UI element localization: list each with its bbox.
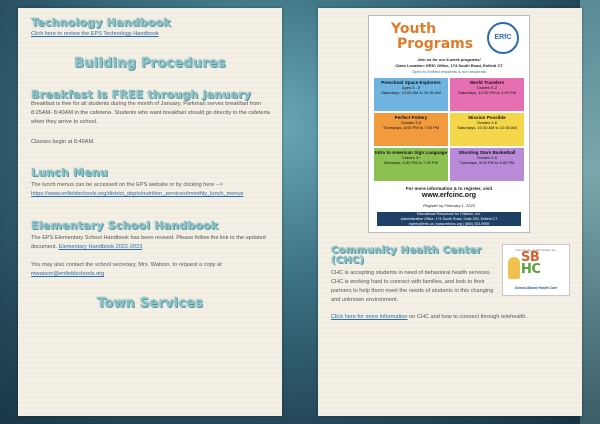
flyer-footer-line3: myinfo@erfc.us | www.erfcinc.org | (860) 253-9959: [408, 222, 490, 226]
program-name: Perfect Pottery: [394, 115, 428, 120]
program-name: Preschool Space Explorers: [381, 80, 441, 85]
program-details: Mondays, 6:30 PM to 7:30 PM: [384, 160, 438, 165]
flyer-title-line1: Youth: [391, 21, 437, 37]
lunch-body: The lunch menus can be accessed on the EPS website or by clicking here -->: [31, 182, 223, 188]
left-panel: [18, 8, 282, 416]
program-ages: Grades K-2: [476, 85, 498, 90]
program-ages: Grades 3+: [401, 155, 421, 160]
program-ages: Grades 3-6: [400, 120, 421, 125]
right-panel: [318, 8, 582, 416]
program-details: Tuesdays, 5:00 PM to 6:00 PM: [459, 160, 515, 165]
flyer-title-line2: Programs: [397, 36, 474, 52]
program-name: Mission Possible: [468, 115, 506, 120]
sbhc-letters: [521, 252, 540, 276]
sbhc-logo: [502, 244, 570, 296]
flyer-footer: [377, 212, 521, 226]
sbhc-letters-top: SB: [521, 250, 540, 265]
chc-link-line: [331, 313, 571, 322]
flyer-footer-line2: Administrative Office: 174 South Road, Suite 200, Enfield CT: [400, 217, 498, 221]
program-details: Thursdays, 6:00 PM to 7:00 PM: [382, 125, 440, 130]
secretary-email-link[interactable]: mwatson@enfieldschools.org: [31, 271, 105, 277]
program-box: [450, 113, 524, 146]
elementary-contact-text: You may also contact the school secretary, Mrs. Watson, to request a copy at: [31, 262, 222, 268]
flyer-more-info: For more information & to register, visit: [405, 186, 493, 191]
program-ages: Ages 3 - 5: [401, 85, 421, 90]
flyer-open-to: Open to Enfield residents & non residents: [412, 69, 486, 74]
background-edge: [580, 0, 600, 424]
youth-programs-flyer[interactable]: [368, 15, 530, 233]
flyer-website: www.erfcinc.org: [421, 192, 477, 199]
building-procedures-title: Building Procedures: [74, 56, 226, 71]
elementary-handbook-text: The EPS Elementary School Handbook has been revised. Please follow the link to the updated document.: [31, 235, 266, 250]
sbhc-letters-bottom: HC: [521, 262, 541, 277]
program-box: [450, 148, 524, 181]
flyer-register-by: Register by February 1, 2023: [423, 203, 475, 208]
lunch-menu-link[interactable]: https://www.enfieldschools.org/district_depts/nutrition_services/monthly_lunch_menus: [31, 191, 244, 197]
sbhc-bottom-text: School-Based Health Care: [514, 286, 558, 290]
chc-link-suffix: on CHC and how to connect through telehealth.: [407, 314, 527, 320]
program-name: Shooting Stars Basketball: [458, 150, 516, 155]
program-name: Intro to American Sign Language: [374, 150, 448, 155]
sbhc-top-text: Community Health Center, Inc.: [515, 248, 557, 252]
program-details: Saturdays, 10:00 AM to 10:30 AM: [381, 90, 441, 95]
program-box: [450, 78, 524, 111]
flyer-footer-line1: Educational Resources for Children, Inc.: [416, 212, 482, 216]
chc-title: Community Health Center (CHC): [331, 245, 482, 266]
breakfast-body: Breakfast is free for all students during the month of January. Parkman serves breakfast from 8:25AM- 8:40AM in the cafeteria. Students who want breakfast should go directly to the cafeteria when they arrive to school.: [31, 101, 270, 125]
elementary-handbook-link[interactable]: Elementary Handbook 2022-2023: [58, 244, 143, 250]
program-details: Saturdays, 12:00 PM to 1:00 PM: [458, 90, 516, 95]
tech-handbook-link[interactable]: Click here to review the EPS Technology Handbook: [31, 31, 159, 37]
breakfast-title: Breakfast is FREE through January: [31, 88, 252, 101]
program-box: [374, 113, 448, 146]
program-box: [374, 78, 448, 111]
classes-begin-text: Classes begin at 8:40AM.: [31, 139, 95, 145]
program-details: Saturdays, 10:30 AM to 12:30 AM: [457, 125, 517, 130]
erfc-logo: ERfC: [487, 22, 519, 54]
chc-body: CHC is accepting students in need of behavioral health services. CHC is working hard to connect with families, and look to their partners to help them meet the needs of students in this changing and unknown environment.: [331, 270, 494, 303]
flyer-location: Class Location: ERfC Office, 174 South Road, Enfield CT: [395, 63, 503, 68]
town-services-title: Town Services: [96, 296, 204, 311]
child-figure-icon: [508, 257, 520, 279]
program-ages: Grades 2-5: [476, 155, 497, 160]
lunch-menu-title: Lunch Menu: [31, 166, 108, 179]
chc-more-info-link[interactable]: Click here for more information: [331, 314, 408, 320]
flyer-tagline: Join us for our 6-week programs!: [417, 57, 481, 62]
program-ages: Grades 3-6: [476, 120, 497, 125]
program-box: [374, 148, 448, 181]
elementary-handbook-body: [31, 234, 271, 252]
tech-handbook-title: Technology Handbook: [31, 16, 171, 29]
program-name: World Travelers: [469, 80, 505, 85]
elementary-handbook-title: Elementary School Handbook: [31, 219, 219, 232]
